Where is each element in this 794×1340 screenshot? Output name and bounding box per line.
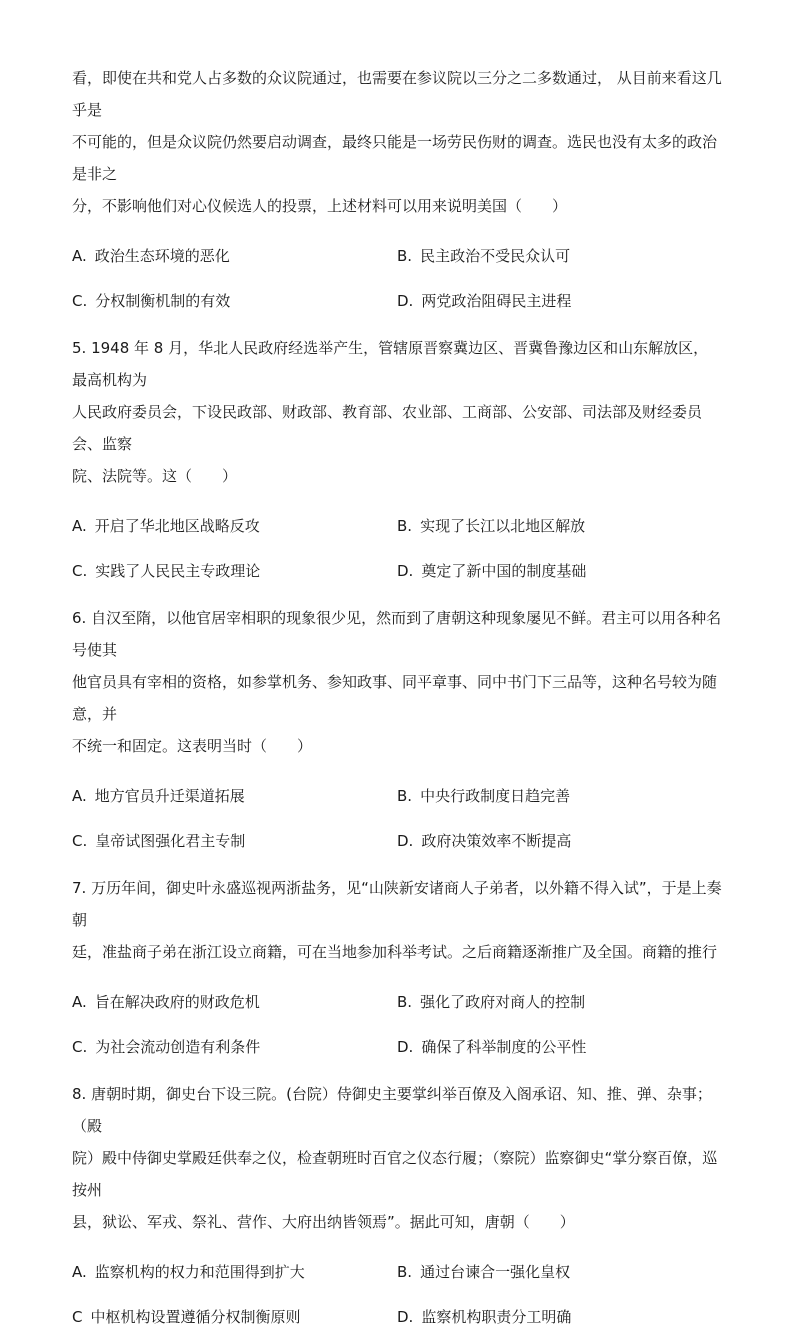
option-d[interactable] bbox=[397, 279, 722, 324]
option-c[interactable] bbox=[72, 819, 397, 864]
option-c[interactable] bbox=[72, 279, 397, 324]
option-text: 政府决策效率不断提高 bbox=[421, 832, 572, 850]
question-stem-line: 分，不影响他们对心仪候选人的投票，上述材料可以用来说明美国（ ） bbox=[72, 197, 568, 215]
option-a[interactable] bbox=[72, 504, 397, 549]
option-d[interactable] bbox=[397, 1295, 722, 1340]
option-letter: A. bbox=[72, 517, 87, 535]
option-b[interactable] bbox=[397, 774, 722, 819]
option-letter: A. bbox=[72, 787, 87, 805]
option-letter: D. bbox=[397, 832, 414, 850]
option-letter: C. bbox=[72, 292, 88, 310]
options bbox=[72, 234, 722, 324]
option-a[interactable] bbox=[72, 1250, 397, 1295]
options bbox=[72, 1250, 722, 1340]
option-text: 为社会流动创造有利条件 bbox=[95, 1038, 261, 1056]
option-letter: B. bbox=[397, 993, 413, 1011]
question-stem-line: 不统一和固定。这表明当时（ ） bbox=[72, 737, 313, 755]
option-d[interactable] bbox=[397, 549, 722, 594]
question-4 bbox=[72, 62, 722, 324]
options bbox=[72, 980, 722, 1070]
option-text: 皇帝试图强化君主专制 bbox=[95, 832, 246, 850]
question-stem-line: 看，即使在共和党人占多数的众议院通过，也需要在参议院以三分之二多数通过， 从目前来看这几乎是 bbox=[72, 69, 722, 119]
options bbox=[72, 504, 722, 594]
option-text: 政治生态环境的恶化 bbox=[94, 247, 230, 265]
option-letter: A. bbox=[72, 1263, 87, 1281]
option-text: 实现了长江以北地区解放 bbox=[420, 517, 586, 535]
option-text: 民主政治不受民众认可 bbox=[420, 247, 571, 265]
option-b[interactable] bbox=[397, 980, 722, 1025]
option-letter: B. bbox=[397, 1263, 413, 1281]
question-list bbox=[72, 62, 722, 1340]
question-stem-line: 5. 1948 年 8 月，华北人民政府经选举产生，管辖原晋察冀边区、晋冀鲁豫边区和山东解放区，最高机构为 bbox=[72, 339, 709, 389]
option-text: 通过台谏合一强化皇权 bbox=[420, 1263, 571, 1281]
option-letter: B. bbox=[397, 787, 413, 805]
option-text: 地方官员升迁渠道拓展 bbox=[94, 787, 245, 805]
question-stem-line: 院、法院等。这（ ） bbox=[72, 467, 238, 485]
option-text: 中枢机构设置遵循分权制衡原则 bbox=[90, 1308, 301, 1326]
question-stem-line: 不可能的，但是众议院仍然要启动调查，最终只能是一场劳民伤财的调查。选民也没有太多的政治是非之 bbox=[72, 133, 718, 183]
question-stem-line: 县，狱讼、军戎、祭礼、营作、大府出纳皆领焉”。据此可知，唐朝（ ） bbox=[72, 1213, 575, 1231]
option-c[interactable] bbox=[72, 549, 397, 594]
question-stem-line: 6. 自汉至隋，以他官居宰相职的现象很少见，然而到了唐朝这种现象屡见不鲜。君主可以用各种名号使其 bbox=[72, 609, 722, 659]
option-letter: D. bbox=[397, 1038, 414, 1056]
option-text: 奠定了新中国的制度基础 bbox=[421, 562, 587, 580]
option-d[interactable] bbox=[397, 1025, 722, 1070]
question-stem-line: 院）殿中侍御史掌殿廷供奉之仪，检查朝班时百官之仪态行履；（察院）监察御史“掌分察百僚，巡按州 bbox=[72, 1149, 718, 1199]
question-stem-line: 7. 万历年间，御史叶永盛巡视两浙盐务，见“山陕新安诸商人子弟者，以外籍不得入试”，于是上奏朝 bbox=[72, 879, 722, 929]
option-c[interactable] bbox=[72, 1295, 397, 1340]
option-text: 监察机构的权力和范围得到扩大 bbox=[94, 1263, 305, 1281]
option-text: 分权制衡机制的有效 bbox=[95, 292, 231, 310]
option-b[interactable] bbox=[397, 234, 722, 279]
question-5 bbox=[72, 332, 722, 594]
option-letter: C. bbox=[72, 562, 88, 580]
question-stem-line: 8. 唐朝时期，御史台下设三院。(台院）侍御史主要掌纠举百僚及入阁承诏、知、推、弹、杂事；（殿 bbox=[72, 1085, 712, 1135]
option-text: 实践了人民民主专政理论 bbox=[95, 562, 261, 580]
question-6 bbox=[72, 602, 722, 864]
question-8 bbox=[72, 1078, 722, 1340]
option-letter: C. bbox=[72, 832, 88, 850]
option-text: 两党政治阻碍民主进程 bbox=[421, 292, 572, 310]
option-letter: D. bbox=[397, 292, 414, 310]
option-a[interactable] bbox=[72, 774, 397, 819]
option-letter: D. bbox=[397, 562, 414, 580]
option-letter: C bbox=[72, 1308, 83, 1326]
option-text: 确保了科举制度的公平性 bbox=[421, 1038, 587, 1056]
option-text: 旨在解决政府的财政危机 bbox=[94, 993, 260, 1011]
option-letter: B. bbox=[397, 247, 413, 265]
options bbox=[72, 774, 722, 864]
option-a[interactable] bbox=[72, 980, 397, 1025]
option-text: 中央行政制度日趋完善 bbox=[420, 787, 571, 805]
option-text: 监察机构职责分工明确 bbox=[421, 1308, 572, 1326]
question-stem-line: 廷，准盐商子弟在浙江设立商籍，可在当地参加科举考试。之后商籍逐渐推广及全国。商籍的推行 bbox=[72, 943, 718, 961]
option-letter: B. bbox=[397, 517, 413, 535]
option-b[interactable] bbox=[397, 1250, 722, 1295]
option-b[interactable] bbox=[397, 504, 722, 549]
option-letter: C. bbox=[72, 1038, 88, 1056]
option-text: 强化了政府对商人的控制 bbox=[420, 993, 586, 1011]
option-text: 开启了华北地区战略反攻 bbox=[94, 517, 260, 535]
option-c[interactable] bbox=[72, 1025, 397, 1070]
option-d[interactable] bbox=[397, 819, 722, 864]
question-stem-line: 他官员具有宰相的资格，如参掌机务、参知政事、同平章事、同中书门下三品等，这种名号较为随意，并 bbox=[72, 673, 718, 723]
option-a[interactable] bbox=[72, 234, 397, 279]
option-letter: A. bbox=[72, 247, 87, 265]
option-letter: A. bbox=[72, 993, 87, 1011]
question-7 bbox=[72, 872, 722, 1070]
option-letter: D. bbox=[397, 1308, 414, 1326]
question-stem-line: 人民政府委员会，下设民政部、财政部、教育部、农业部、工商部、公安部、司法部及财经委员会、监察 bbox=[72, 403, 703, 453]
